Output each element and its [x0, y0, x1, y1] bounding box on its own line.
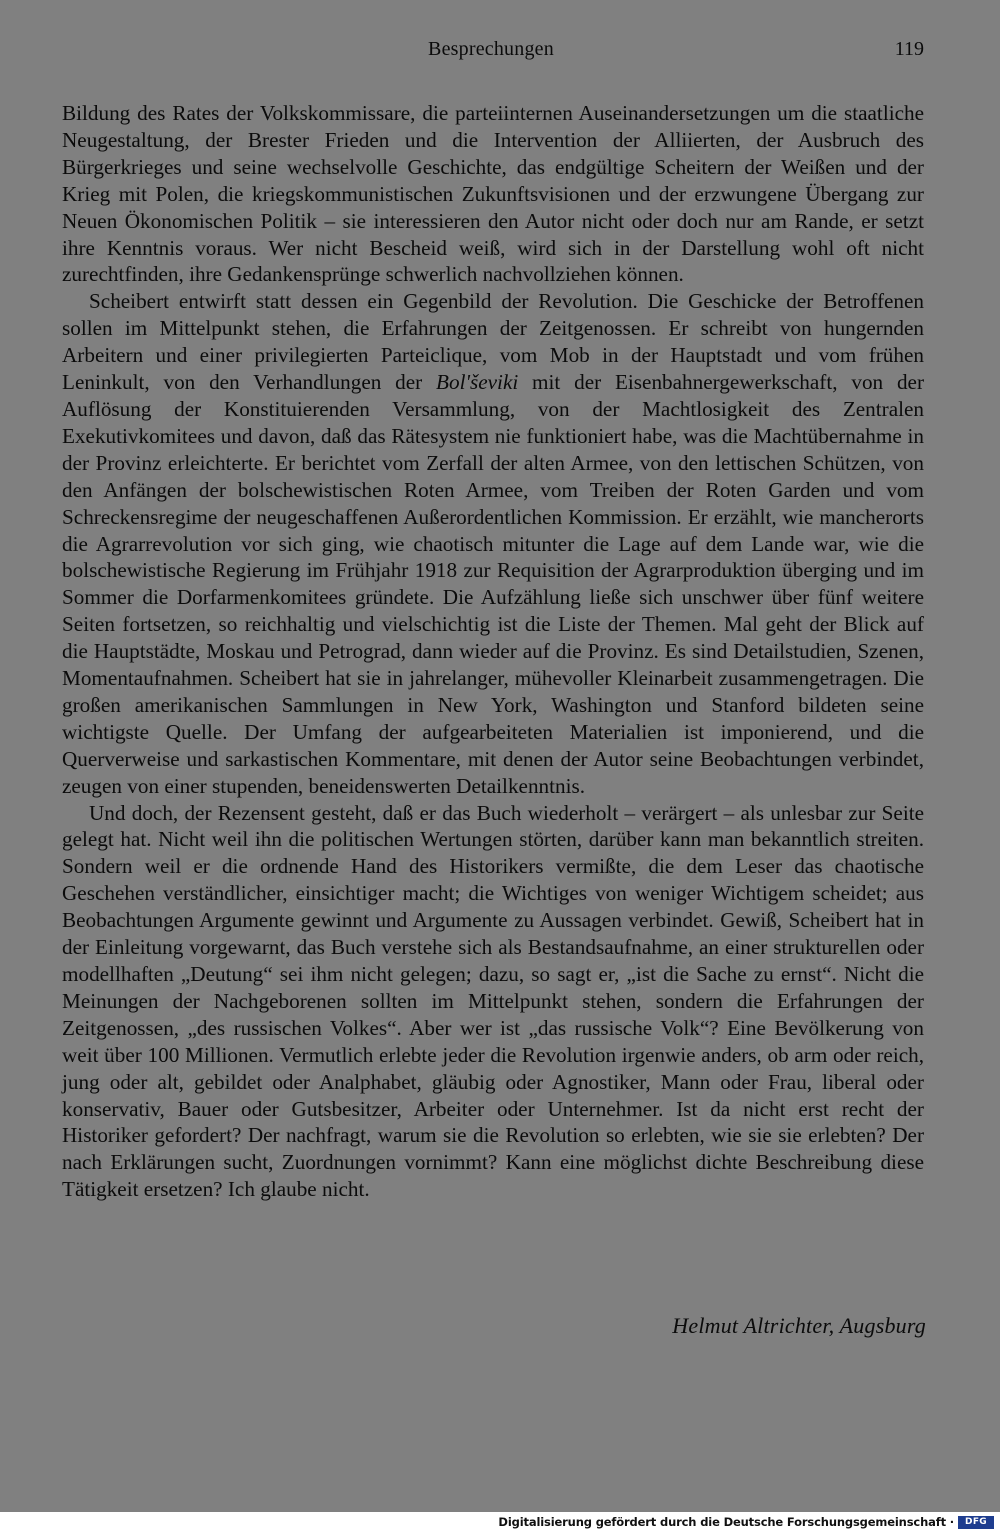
funding-note: Digitalisierung gefördert durch die Deutsche Forschungsgemeinschaft ·: [498, 1515, 954, 1529]
paragraph-1: Bildung des Rates der Volkskommissare, die parteiinternen Auseinandersetzungen um die staatliche Neugestaltung, der Brester Frieden und die Intervention der Alliierten, der Ausbruch des Bürgerkrieges und seine wechselvolle Geschichte, das endgültige Scheitern der Weißen und der Krieg mit Polen, die kriegskommunistischen Zukunftsvisionen und der erzwungene Übergang zur Neuen Ökonomischen Politik – sie interessieren den Autor nicht oder doch nur am Rande, er setzt ihre Kenntnis voraus. Wer nicht Bescheid weiß, wird sich in der Darstellung wohl oft nicht zurechtfinden, ihre Gedankensprünge schwerlich nachvollziehen können.: [62, 101, 924, 287]
review-body: [62, 100, 924, 1203]
paragraph-3: Und doch, der Rezensent gesteht, daß er das Buch wiederholt – verärgert – als unlesbar zur Seite gelegt hat. Nicht weil ihn die politischen Wertungen störten, darüber kann man bekanntlich streiten. Sondern weil er die ordnende Hand des Historikers vermißte, die dem Leser das chaotische Geschehen verständlicher, einsichtiger macht; die Wichtiges von weniger Wichtigem scheidet; aus Beobachtungen Argumente gewinnt und Argumente zu Aussagen verbindet. Gewiß, Scheibert hat in der Einleitung vorgewarnt, das Buch verstehe sich als Bestandsaufnahme, an einer strukturellen oder modellhaften „Deutung“ sei ihm nicht gelegen; dazu, so sagt er, „ist die Sache zu ernst“. Nicht die Meinungen der Nachgeborenen sollten im Mittelpunkt stehen, sondern die Erfahrungen der Zeitgenossen, „des russischen Volkes“. Aber wer ist „das russische Volk“? Eine Bevölkerung von weit über 100 Millionen. Vermutlich erlebte jeder die Revolution irgenwie anders, ob arm oder reich, jung oder alt, gebildet oder Analphabet, gläubig oder Agnostiker, Mann oder Frau, liberal oder konservativ, Bauer oder Gutsbesitzer, Arbeiter oder Unternehmer. Ist da nicht erst recht der Historiker gefordert? Der nachfragt, warum sie die Revolution so erlebten, wie sie sie erlebten? Der nach Erklärungen sucht, Zuordnungen vornimmt? Kann eine möglichst dichte Beschreibung diese Tätigkeit ersetzen? Ich glaube nicht.: [62, 800, 924, 1202]
running-title: Besprechungen: [428, 38, 554, 60]
dfg-logo-badge: DFG: [958, 1516, 994, 1529]
italic-term: Bol'ševiki: [436, 370, 519, 395]
digitization-footer: [0, 1512, 1000, 1532]
running-head: [0, 38, 1000, 66]
paragraph-2-part-1: Scheibert entwirft statt dessen ein Gegenbild der Revolution. Die Geschicke der Betroffenen sollen im Mittelpunkt stehen, die Erfahrungen der Zeitgenossen. Er schreibt von hungernden Arbeitern und einer privilegierten Parteiclique, vom Mob in der Hauptstadt und vom frühen Leninkult, von den Verhandlungen der: [62, 289, 924, 395]
paragraph-2-part-2: mit der Eisenbahnergewerkschaft, von der Auflösung der Konstituierenden Versammlung, von der Machtlosigkeit des Zentralen Exekutivkomitees und davon, daß das Rätesystem nie funktioniert habe, was die Machtübernahme in der Provinz erleichterte. Er berichtet vom Zerfall der alten Armee, von den lettischen Schützen, von den Anfängen der bolschewistischen Roten Armee, vom Treiben der Roten Garden und vom Schreckensregime der neugeschaffenen Außerordentlichen Kommission. Er erzählt, wie mancherorts die Agrarrevolution vor sich ging, wie chaotisch mitunter die Lage auf dem Lande war, wie die bolschewistische Regierung im Frühjahr 1918 zur Requisition der Agrarproduktion überging und im Sommer die Dorfarmenkomitees gründete. Die Aufzählung ließe sich unschwer über fünf weitere Seiten fortsetzen, so reichhaltig und vielschichtig ist die Liste der Themen. Mal geht der Blick auf die Hauptstädte, Moskau und Petrograd, dann wieder auf die Provinz. Es sind Detailstudien, Szenen, Momentaufnahmen. Scheibert hat sie in jahrelanger, mühevoller Kleinarbeit zusammengetragen. Die großen amerikanischen Sammlungen in New York, Washington und Stanford bildeten seine wichtigste Quelle. Der Umfang der aufgearbeiteten Materialien ist imponierend, und die Querverweise und sarkastischen Kommentare, mit denen der Autor seine Beobachtungen verbindet, zeugen von einer stupenden, beneidenswerten Detailkenntnis.: [62, 370, 925, 798]
paragraph-2: [62, 288, 924, 799]
reviewer-signature: Helmut Altrichter, Augsburg: [672, 1313, 926, 1338]
page-number: 119: [894, 38, 924, 60]
